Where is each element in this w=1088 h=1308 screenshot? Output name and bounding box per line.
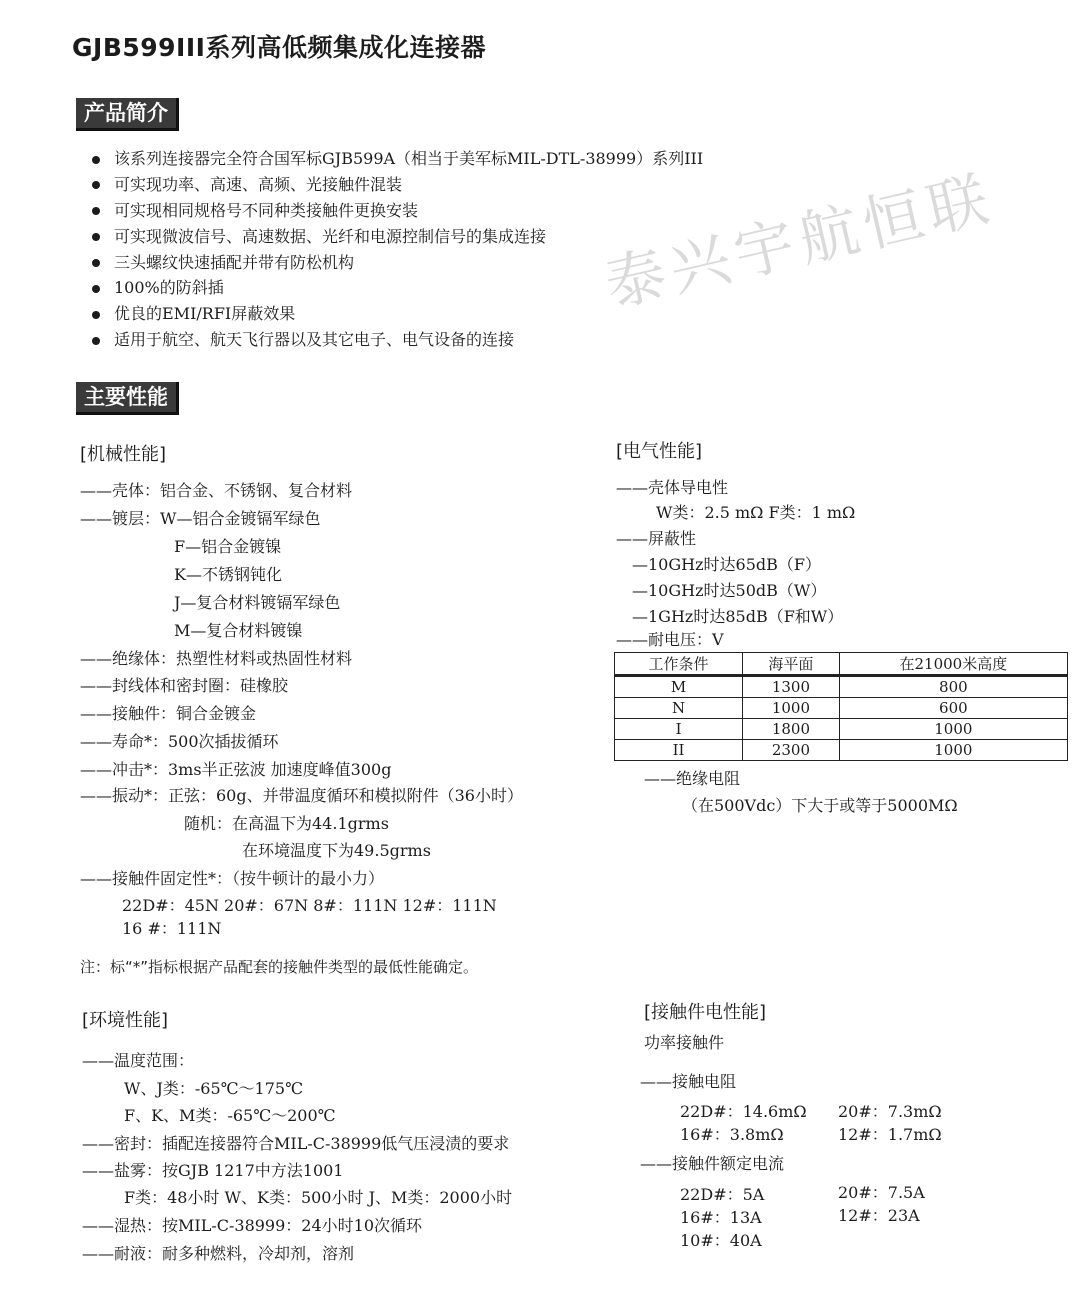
- table-header: 海平面: [743, 653, 840, 676]
- list-item: 优良的EMI/RFI屏蔽效果: [92, 301, 812, 327]
- bullet-icon: [92, 337, 100, 345]
- watermark: 泰兴宇航恒联: [598, 163, 1001, 321]
- elec-line: W类：2.5 mΩ F类：1 mΩ: [656, 503, 856, 522]
- table-cell: 1000: [839, 719, 1067, 740]
- env-line: ——盐雾：按GJB 1217中方法1001: [82, 1161, 344, 1180]
- contact-electrical-heading: [接触件电性能]: [644, 1002, 767, 1023]
- page-title: GJB599III系列高低频集成化连接器: [72, 33, 486, 62]
- bullet-icon: [92, 311, 100, 319]
- current-value: 10#：40A: [680, 1231, 762, 1250]
- table-cell: II: [615, 740, 743, 761]
- insulation-label: ——绝缘电阻: [644, 769, 741, 788]
- table-header: 工作条件: [615, 653, 743, 676]
- env-line: ——湿热：按MIL-C-38999：24小时10次循环: [82, 1216, 423, 1235]
- voltage-table: [614, 652, 1068, 761]
- list-item: 该系列连接器完全符合国军标GJB599A（相当于美军标MIL-DTL-38999）系列III: [92, 146, 812, 172]
- mech-line: ——镀层：W—铝合金镀镉军绿色: [80, 509, 321, 528]
- table-cell: 1800: [743, 719, 840, 740]
- table-cell: 1000: [839, 740, 1067, 761]
- elec-line: ——屏蔽性: [616, 529, 697, 548]
- elec-line: —10GHz时达65dB（F）: [632, 555, 821, 574]
- list-item: 三头螺纹快速插配并带有防松机构: [92, 250, 812, 276]
- insulation-value: （在500Vdc）下大于或等于5000MΩ: [682, 796, 958, 815]
- mech-line: J—复合材料镀镉军绿色: [174, 593, 341, 612]
- list-item: 适用于航空、航天飞行器以及其它电子、电气设备的连接: [92, 327, 812, 353]
- current-label: ——接触件额定电流: [640, 1154, 785, 1173]
- elec-line: ——壳体导电性: [616, 478, 729, 497]
- elec-line: —1GHz时达85dB（F和W）: [632, 607, 844, 626]
- mech-line: ——绝缘体：热塑性材料或热固性材料: [80, 649, 353, 668]
- list-item: 100%的防斜插: [92, 275, 812, 301]
- resistance-value: 12#：1.7mΩ: [838, 1125, 942, 1144]
- mech-line: M—复合材料镀镍: [174, 621, 303, 640]
- mech-line: ——封线体和密封圈：硅橡胶: [80, 676, 289, 695]
- resistance-value: 16#：3.8mΩ: [680, 1125, 784, 1144]
- elec-line: —10GHz时达50dB（W）: [632, 581, 827, 600]
- table-header: 在21000米高度: [839, 653, 1067, 676]
- list-item: 可实现相同规格号不同种类接触件更换安装: [92, 198, 812, 224]
- table-row: [615, 719, 1068, 740]
- section-performance-heading: 主要性能: [76, 382, 179, 415]
- env-line: ——耐液：耐多种燃料，冷却剂，溶剂: [82, 1244, 355, 1263]
- environmental-heading: [环境性能]: [82, 1010, 169, 1031]
- mech-line: K—不锈钢钝化: [174, 565, 282, 584]
- table-cell: 2300: [743, 740, 840, 761]
- table-cell: N: [615, 698, 743, 719]
- mech-line: 在环境温度下为49.5grms: [242, 841, 431, 860]
- mech-line: ——接触件固定性*：（按牛顿计的最小力）: [80, 869, 385, 888]
- bullet-icon: [92, 207, 100, 215]
- table-cell: I: [615, 719, 743, 740]
- table-cell: M: [615, 676, 743, 698]
- env-line: W、J类：-65℃～175℃: [124, 1079, 303, 1098]
- mech-line: ——寿命*：500次插拔循环: [80, 732, 279, 751]
- table-row: [615, 740, 1068, 761]
- resistance-value: 20#：7.3mΩ: [838, 1102, 942, 1121]
- env-line: ——密封：插配连接器符合MIL-C-38999低气压浸渍的要求: [82, 1134, 510, 1153]
- table-row: [615, 698, 1068, 719]
- section-intro-heading: 产品简介: [76, 98, 179, 131]
- table-row: [615, 676, 1068, 698]
- mech-line: ——振动*：正弦：60g、并带温度循环和模拟附件（36小时）: [80, 786, 523, 805]
- list-item: 可实现功率、高速、高频、光接触件混装: [92, 172, 812, 198]
- env-line: F、K、M类：-65℃～200℃: [124, 1106, 336, 1125]
- current-value: 22D#：5A: [680, 1185, 765, 1204]
- mechanical-note: 注：标“*”指标根据产品配套的接触件类型的最低性能确定。: [80, 958, 479, 976]
- table-cell: 1000: [743, 698, 840, 719]
- mech-line: 16 #：111N: [122, 919, 222, 938]
- current-value: 12#：23A: [838, 1206, 920, 1225]
- table-cell: 800: [839, 676, 1067, 698]
- mech-line: ——壳体：铝合金、不锈钢、复合材料: [80, 481, 353, 500]
- env-line: F类：48小时 W、K类：500小时 J、M类：2000小时: [124, 1188, 513, 1207]
- table-header-row: [615, 653, 1068, 676]
- list-item: 可实现微波信号、高速数据、光纤和电源控制信号的集成连接: [92, 224, 812, 250]
- env-line: ——温度范围：: [82, 1051, 195, 1070]
- resistance-label: ——接触电阻: [640, 1072, 737, 1091]
- electrical-heading: [电气性能]: [616, 441, 703, 462]
- bullet-icon: [92, 181, 100, 189]
- elec-line: ——耐电压：V: [616, 630, 724, 649]
- bullet-icon: [92, 233, 100, 241]
- mech-line: 22D#：45N 20#：67N 8#：111N 12#：111N: [122, 896, 497, 915]
- bullet-icon: [92, 259, 100, 267]
- mech-line: ——接触件：铜合金镀金: [80, 704, 257, 723]
- bullet-icon: [92, 285, 100, 293]
- bullet-icon: [92, 156, 100, 164]
- current-value: 16#：13A: [680, 1208, 762, 1227]
- mechanical-heading: [机械性能]: [80, 444, 167, 465]
- table-cell: 600: [839, 698, 1067, 719]
- contact-subheading: 功率接触件: [644, 1033, 725, 1052]
- mech-line: F—铝合金镀镍: [174, 537, 282, 556]
- table-cell: 1300: [743, 676, 840, 698]
- resistance-value: 22D#：14.6mΩ: [680, 1102, 807, 1121]
- mech-line: ——冲击*：3ms半正弦波 加速度峰值300g: [80, 760, 392, 779]
- mech-line: 随机：在高温下为44.1grms: [184, 814, 389, 833]
- current-value: 20#：7.5A: [838, 1183, 925, 1202]
